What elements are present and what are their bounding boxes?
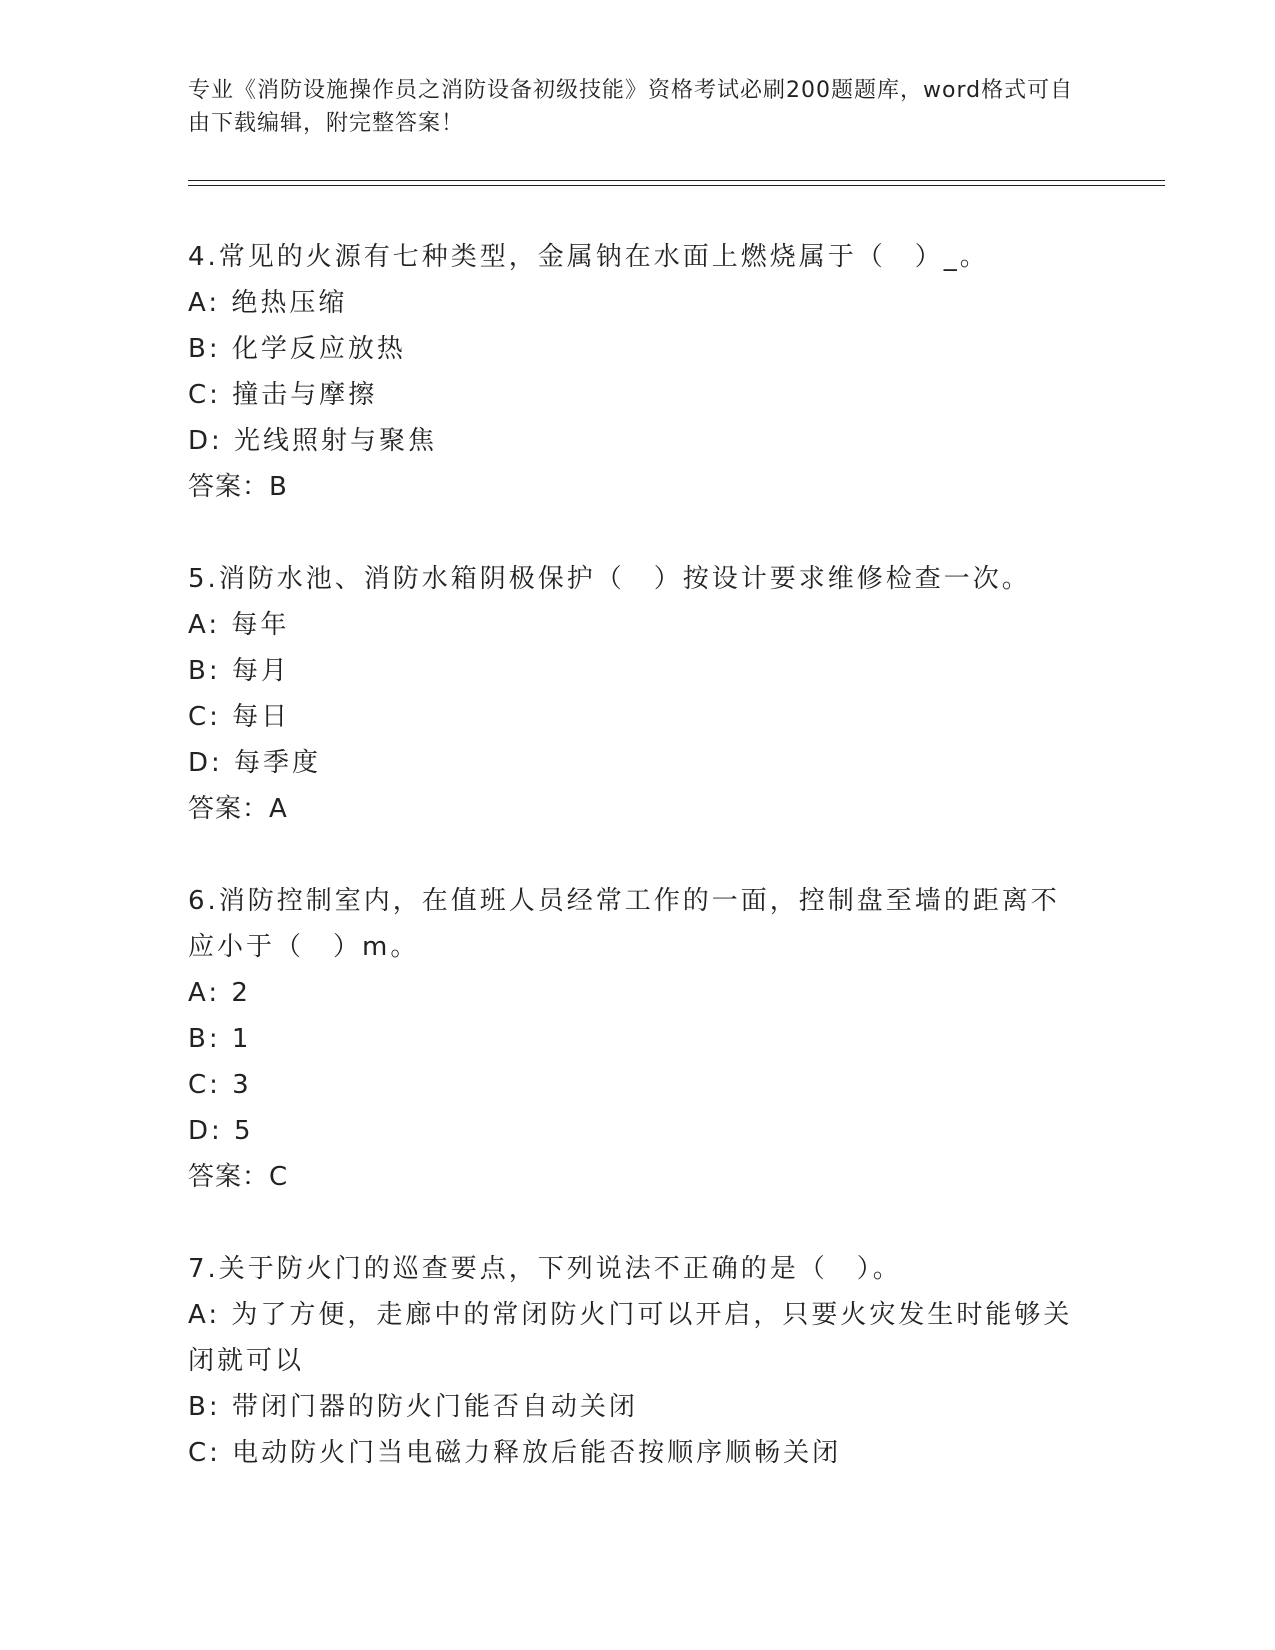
option-a: A: 绝热压缩 — [188, 288, 348, 318]
answer: 答案：B — [188, 472, 288, 502]
option-d: D: 每季度 — [188, 748, 322, 778]
header-text: 专业《消防设施操作员之消防设备初级技能》资格考试必刷200题题库，word格式可自由下载编辑，附完整答案！ — [188, 78, 1074, 136]
header-divider-top — [188, 180, 1165, 181]
option-c: C: 撞击与摩擦 — [188, 380, 378, 410]
option-a: A: 每年 — [188, 610, 290, 640]
header-divider-bottom — [188, 185, 1165, 186]
option-c: C: 每日 — [188, 702, 291, 732]
option-b: B: 带闭门器的防火门能否自动关闭 — [188, 1392, 638, 1422]
option-d: D: 5 — [188, 1116, 254, 1146]
option-c: C: 电动防火门当电磁力释放后能否按顺序顺畅关闭 — [188, 1438, 842, 1468]
question-stem: 6.消防控制室内，在值班人员经常工作的一面，控制盘至墙的距离不应小于（ ）m。 — [188, 886, 1060, 962]
answer: 答案：C — [188, 1162, 289, 1192]
option-b: B: 化学反应放热 — [188, 334, 406, 364]
document-header — [188, 74, 1088, 140]
question-5 — [188, 556, 1088, 832]
question-stem: 5.消防水池、消防水箱阴极保护（ ）按设计要求维修检查一次。 — [188, 564, 1031, 594]
option-d: D: 光线照射与聚焦 — [188, 426, 438, 456]
option-a: A: 为了方便，走廊中的常闭防火门可以开启，只要火灾发生时能够关闭就可以 — [188, 1300, 1073, 1376]
option-b: B: 1 — [188, 1024, 252, 1054]
question-stem: 4.常见的火源有七种类型，金属钠在水面上燃烧属于（ ）_。 — [188, 242, 989, 272]
question-6 — [188, 878, 1088, 1200]
option-c: C: 3 — [188, 1070, 252, 1100]
question-stem: 7.关于防火门的巡查要点，下列说法不正确的是（ ）。 — [188, 1254, 902, 1284]
option-b: B: 每月 — [188, 656, 290, 686]
answer: 答案：A — [188, 794, 288, 824]
question-7 — [188, 1246, 1088, 1476]
option-a: A: 2 — [188, 978, 251, 1008]
question-4 — [188, 234, 1088, 510]
